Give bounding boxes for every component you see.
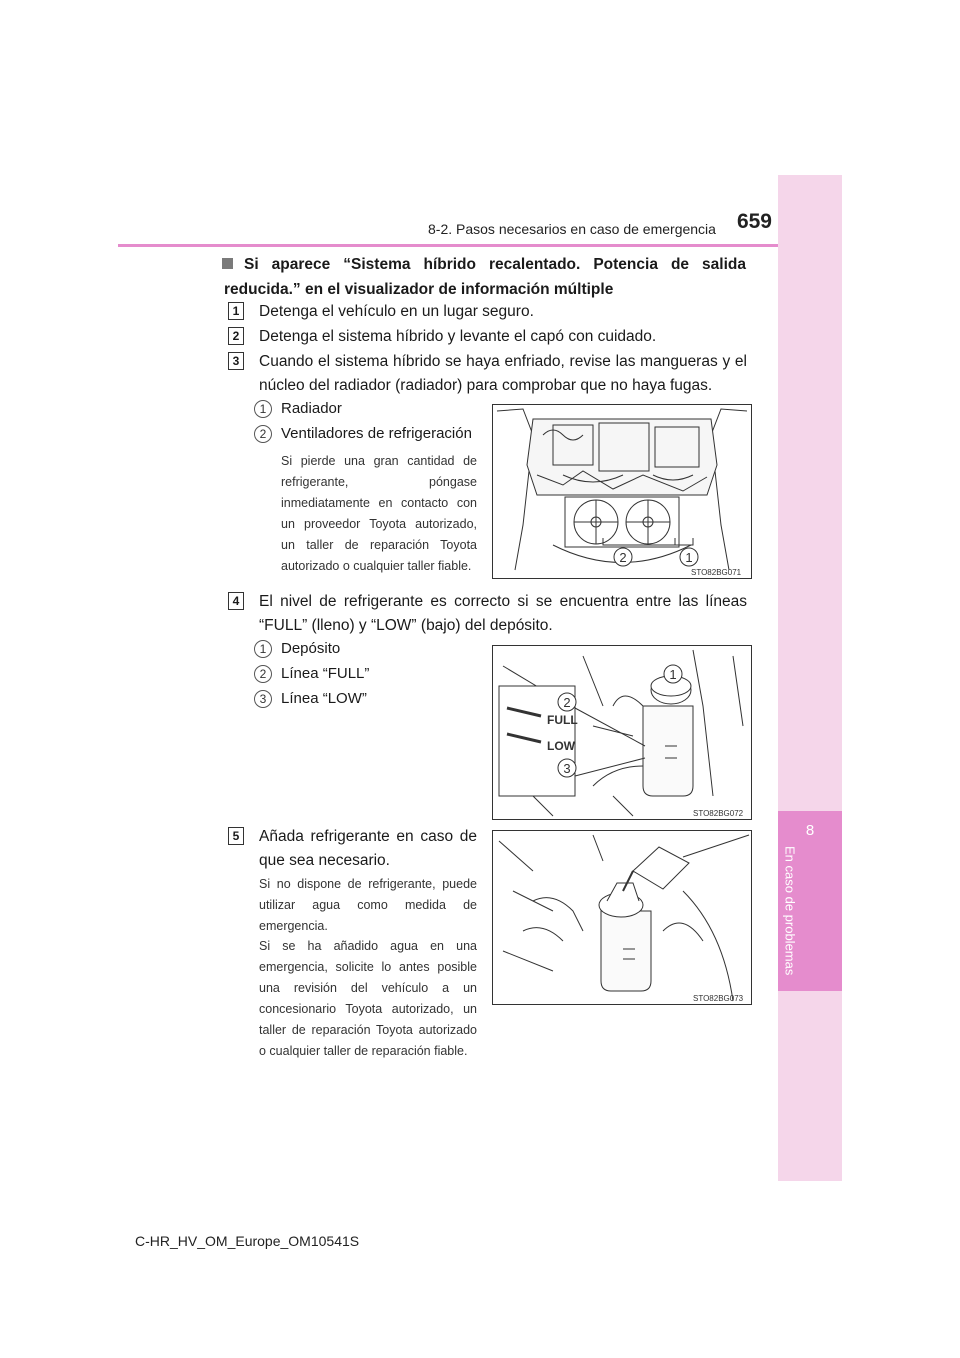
step-text-5: Añada refrigerante en caso de que sea necesario. <box>259 828 477 869</box>
figure-engine-bay <box>492 404 752 579</box>
step5-note-2: Si se ha añadido agua en una emergencia, solicite lo antes posible una revisión del vehículo a un concesionario Toyota autorizado, un taller de reparación Toyota autorizado o cualquier taller de reparación fiable. <box>259 939 477 1058</box>
chapter-title <box>780 836 800 986</box>
step-number-3: 3 <box>228 352 244 370</box>
callout-deposito: 1 <box>254 640 272 658</box>
reservoir-illustration <box>493 646 751 819</box>
item-label-full: Línea “FULL” <box>281 665 370 682</box>
step-text-2: Detenga el sistema híbrido y levante el capó con cuidado. <box>259 328 657 345</box>
figure1-callout-2: 2 <box>619 550 627 565</box>
step-number-1: 1 <box>228 302 244 320</box>
chapter-number: 8 <box>805 822 815 839</box>
step-number-2: 2 <box>228 327 244 345</box>
engine-bay-illustration <box>493 405 751 578</box>
figure1-callout-1: 1 <box>685 550 693 565</box>
header-divider <box>118 244 842 247</box>
step-number-4: 4 <box>228 592 244 610</box>
figure2-callout-3: 3 <box>563 761 571 776</box>
figure2-callout-2: 2 <box>563 695 571 710</box>
figure3-code: STO82BG073 <box>693 994 744 1003</box>
callout-2: 2 <box>254 425 272 443</box>
section-heading <box>224 252 746 302</box>
item-label-radiador: Radiador <box>281 400 342 417</box>
step3-note: Si pierde una gran cantidad de refrigerante, póngase inmediatamente en contacto con un proveedor Toyota autorizado, un taller de reparación Toyota autorizado o cualquier taller fiable. <box>281 454 477 573</box>
figure-adding-coolant <box>492 830 752 1005</box>
callout-1: 1 <box>254 400 272 418</box>
item-label-ventiladores: Ventiladores de refrigeración <box>281 425 472 442</box>
step-text-4: El nivel de refrigerante es correcto si se encuentra entre las líneas “FULL” (lleno) y “LOW” (bajo) del depósito. <box>259 593 747 634</box>
item-label-low: Línea “LOW” <box>281 690 367 707</box>
step-text-1: Detenga el vehículo en un lugar seguro. <box>259 303 534 320</box>
callout-low: 3 <box>254 690 272 708</box>
side-tab-lower <box>778 991 842 1181</box>
step5-note-1: Si no dispone de refrigerante, puede utilizar agua como medida de emergencia. <box>259 877 477 933</box>
step-number-5: 5 <box>228 827 244 845</box>
section-title: 8-2. Pasos necesarios en caso de emergencia <box>428 221 716 237</box>
item-label-deposito: Depósito <box>281 640 341 657</box>
low-line-label: LOW <box>547 739 575 753</box>
figure2-code: STO82BG072 <box>693 809 744 818</box>
side-tab-upper <box>778 175 842 811</box>
adding-coolant-illustration <box>493 831 751 1004</box>
figure-reservoir <box>492 645 752 820</box>
page-number: 659 <box>736 210 772 233</box>
document-code: C-HR_HV_OM_Europe_OM10541S <box>135 1233 360 1249</box>
figure1-code: STO82BG071 <box>691 568 742 577</box>
section-heading-text: Si aparece “Sistema híbrido recalentado. Potencia de salida reducida.” en el visualizador de información múltiple <box>224 256 746 298</box>
figure2-callout-1: 1 <box>669 667 677 682</box>
step-text-3: Cuando el sistema híbrido se haya enfriado, revise las mangueras y el núcleo del radiador (radiador) para comprobar que no haya fugas. <box>259 353 747 394</box>
chapter-title-text: En caso de problemas <box>782 846 798 976</box>
full-line-label: FULL <box>547 713 578 727</box>
callout-full: 2 <box>254 665 272 683</box>
